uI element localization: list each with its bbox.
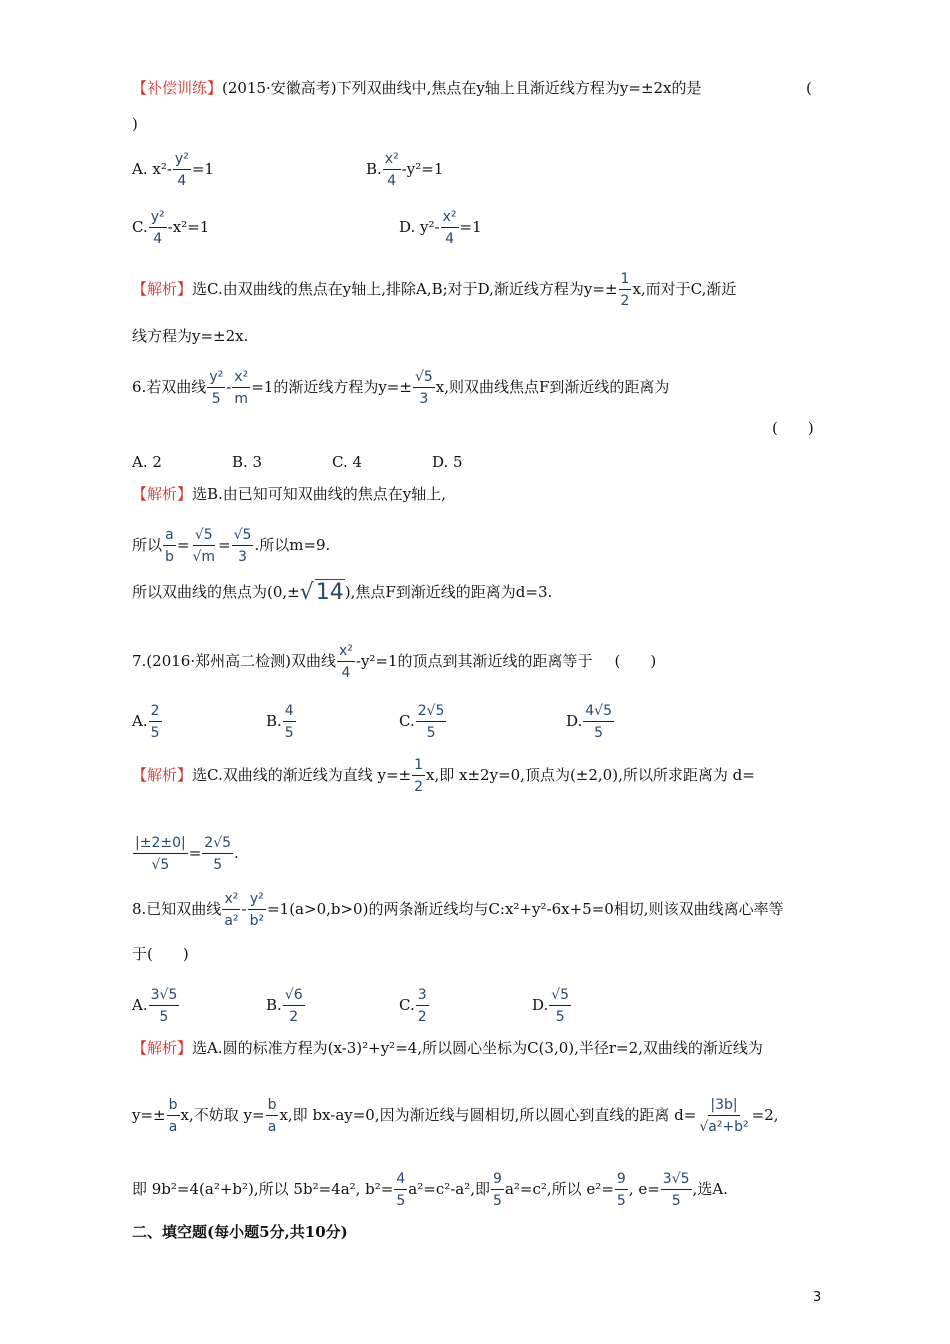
supp-solution-line2: 线方程为y=±2x. <box>132 327 249 345</box>
q8-option-b: B. $\frac{√6}{2}$ <box>266 987 303 1025</box>
q8-solution-line1: 【解析】选A.圆的标准方程为(x-3)²+y²=4,所以圆心坐标为C(3,0),半径r=2,双曲线的渐近线为 <box>132 1039 763 1057</box>
q8-solution-line2: y=± $\frac{b}{a}$ x,不妨取 y= $\frac{b}{a}$ x,即 bx-ay=0,因为渐近线与圆相切,所以圆心到直线的距离 d= $\frac{|3b|}{\text{√a²+b²}}$ =2, <box>132 1097 779 1135</box>
q7-option-d: D. $\frac{4√5}{5}$ <box>566 703 613 741</box>
page-number: 3 <box>813 1290 822 1305</box>
q6-stem: 6.若双曲线 $\frac{\text{y²}}{5}$ - $\frac{\text{x²}}{m}$ =1的渐近线方程为y=± $\frac{√5}{3}$ x,则双曲线焦点F到渐近线的距离为 <box>132 369 670 407</box>
supp-option-d: D. y²- $\frac{\text{x²}}{4}$ =1 <box>399 209 482 247</box>
supp-paren-open: ( <box>806 79 812 97</box>
section-heading: 二、填空题(每小题5分,共10分) <box>132 1223 348 1241</box>
q7-solution-line2: $\frac{|\pm 2\pm 0|}{√5}$ = $\frac{2√5}{5}$ . <box>135 835 239 873</box>
q6-solution-line3: 所以双曲线的焦点为(0,±√14),焦点F到渐近线的距离为d=3. <box>132 580 553 605</box>
supp-option-c: C. $\frac{\text{y²}}{4}$ -x²=1 <box>132 209 210 247</box>
q6-option-a: A. 2 <box>132 453 162 471</box>
supp-tag: 【补偿训练】 <box>132 79 223 97</box>
q7-solution-line1: 【解析】选C.双曲线的渐近线为直线 y=± $\frac{1}{2}$ x,即 x±2y=0,顶点为(±2,0),所以所求距离为 d= <box>132 757 755 795</box>
supp-option-a: A. x²- $\frac{\text{y²}}{4}$ =1 <box>132 151 214 189</box>
q7-option-b: B. $\frac{4}{5}$ <box>266 703 294 741</box>
q6-option-b: B. 3 <box>232 453 263 471</box>
supp-solution-line1: 【解析】选C.由双曲线的焦点在y轴上,排除A,B;对于D,渐近线方程为y=± $\frac{1}{2}$ x,而对于C,渐近 <box>132 271 737 309</box>
q6-solution-line1: 【解析】选B.由已知可知双曲线的焦点在y轴上, <box>132 485 447 503</box>
supp-option-b: B. $\frac{\text{x²}}{4}$ -y²=1 <box>366 151 444 189</box>
q8-option-a: A. $\frac{3√5}{5}$ <box>132 987 178 1025</box>
q8-option-d: D. $\frac{√5}{5}$ <box>532 987 570 1025</box>
q8-stem-line2: 于( ) <box>132 945 189 963</box>
q8-stem: 8.已知双曲线 $\frac{\text{x²}}{\text{a²}}$ - $\frac{\text{y²}}{\text{b²}}$ =1(a>0,b>0)的两条渐近线均与C:x²+y²-6x+5=0相切,则该双曲线离心率等 <box>132 891 784 929</box>
q7-option-c: C. $\frac{2√5}{5}$ <box>399 703 445 741</box>
supp-paren-close: ) <box>132 115 138 133</box>
q7-option-a: A. $\frac{2}{5}$ <box>132 703 160 741</box>
q6-option-c: C. 4 <box>332 453 363 471</box>
q6-option-d: D. 5 <box>432 453 463 471</box>
q6-solution-line2: 所以 $\frac{a}{b}$ = $\frac{√5}{√m}$ = $\frac{√5}{3}$ .所以m=9. <box>132 527 331 565</box>
supp-stem: 【补偿训练】(2015·安徽高考)下列双曲线中,焦点在y轴上且渐近线方程为y=±2x的是 <box>132 79 702 97</box>
q8-solution-line3: 即 9b²=4(a²+b²),所以 5b²=4a², b²= $\frac{4}{5}$ a²=c²-a²,即 $\frac{9}{5}$ a²=c²,所以 e²= $\frac{9}{5}$ , e= $\frac{3√5}{5}$ ,选A. <box>132 1171 728 1209</box>
q6-paren: ( ) <box>772 419 814 437</box>
q8-option-c: C. $\frac{3}{2}$ <box>399 987 427 1025</box>
q7-stem: 7.(2016·郑州高二检测)双曲线 $\frac{\text{x²}}{4}$ -y²=1的顶点到其渐近线的距离等于 ( ) <box>132 643 657 681</box>
